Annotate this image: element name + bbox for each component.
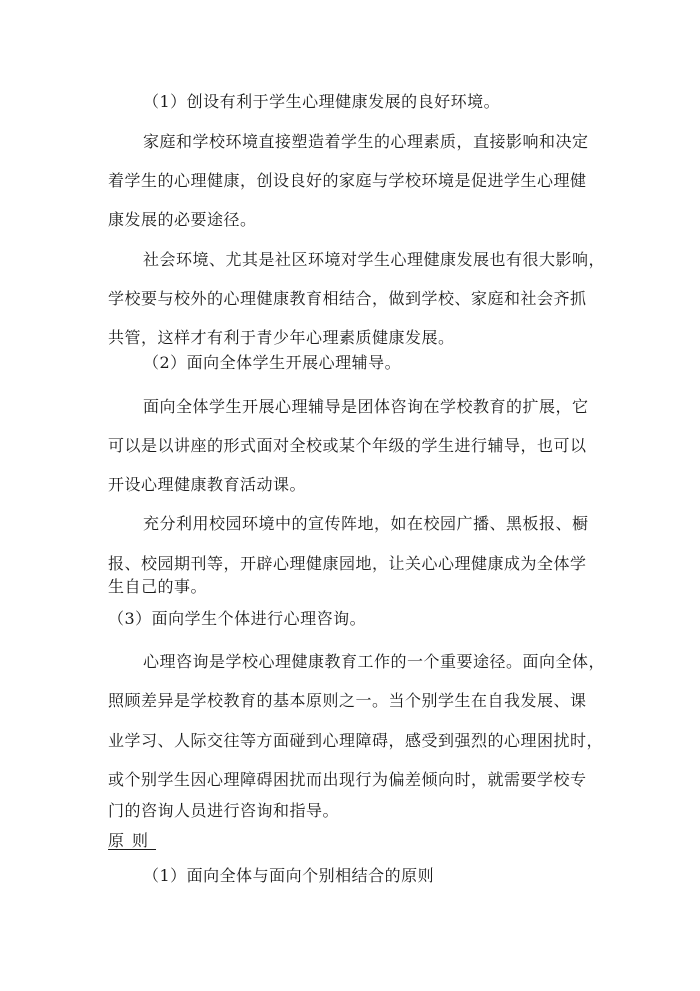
paragraph-line: 报、校园期刊等，开辟心理健康园地，让关心心理健康成为全体学 [108,554,587,573]
heading-3: （3）面向学生个体进行心理咨询。 [108,609,367,628]
paragraph-line: 生自己的事。 [108,577,208,596]
paragraph-line: 心理咨询是学校心理健康教育工作的一个重要途径。面向全体， [143,652,606,671]
paragraph-line: 可以是以讲座的形式面对全校或某个年级的学生进行辅导，也可以 [108,436,587,455]
paragraph-line: 业学习、人际交往等方面碰到心理障碍，感受到强烈的心理困扰时， [108,731,604,750]
paragraph-line: 着学生的心理健康，创设良好的家庭与学校环境是促进学生心理健 [108,171,587,190]
paragraph-line: 门的咨询人员进行咨询和指导。 [108,801,340,820]
paragraph-line: 共管，这样才有利于青少年心理素质健康发展。 [108,328,455,347]
paragraph-line: 或个别学生因心理障碍困扰而出现行为偏差倾向时，就需要学校专 [108,770,587,789]
section-title-principles: 原则 [108,831,157,850]
paragraph-line: 面向全体学生开展心理辅导是团体咨询在学校教育的扩展，它 [143,397,589,416]
paragraph-line: 开设心理健康教育活动课。 [108,475,307,494]
heading-principle-1: （1）面向全体与面向个别相结合的原则 [143,866,435,885]
paragraph-line: 学校要与校外的心理健康教育相结合，做到学校、家庭和社会齐抓 [108,289,587,308]
paragraph-line: 充分利用校园环境中的宣传阵地，如在校园广播、黑板报、橱 [143,514,589,533]
paragraph-line: 家庭和学校环境直接塑造着学生的心理素质，直接影响和决定 [143,132,589,151]
paragraph-line: 社会环境、尤其是社区环境对学生心理健康发展也有很大影响， [143,250,606,269]
paragraph-line: 康发展的必要途径。 [108,210,257,229]
heading-1: （1）创设有利于学生心理健康发展的良好环境。 [143,92,501,111]
heading-2: （2）面向全体学生开展心理辅导。 [143,353,402,372]
paragraph-line: 照顾差异是学校教育的基本原则之一。当个别学生在自我发展、课 [108,691,587,710]
